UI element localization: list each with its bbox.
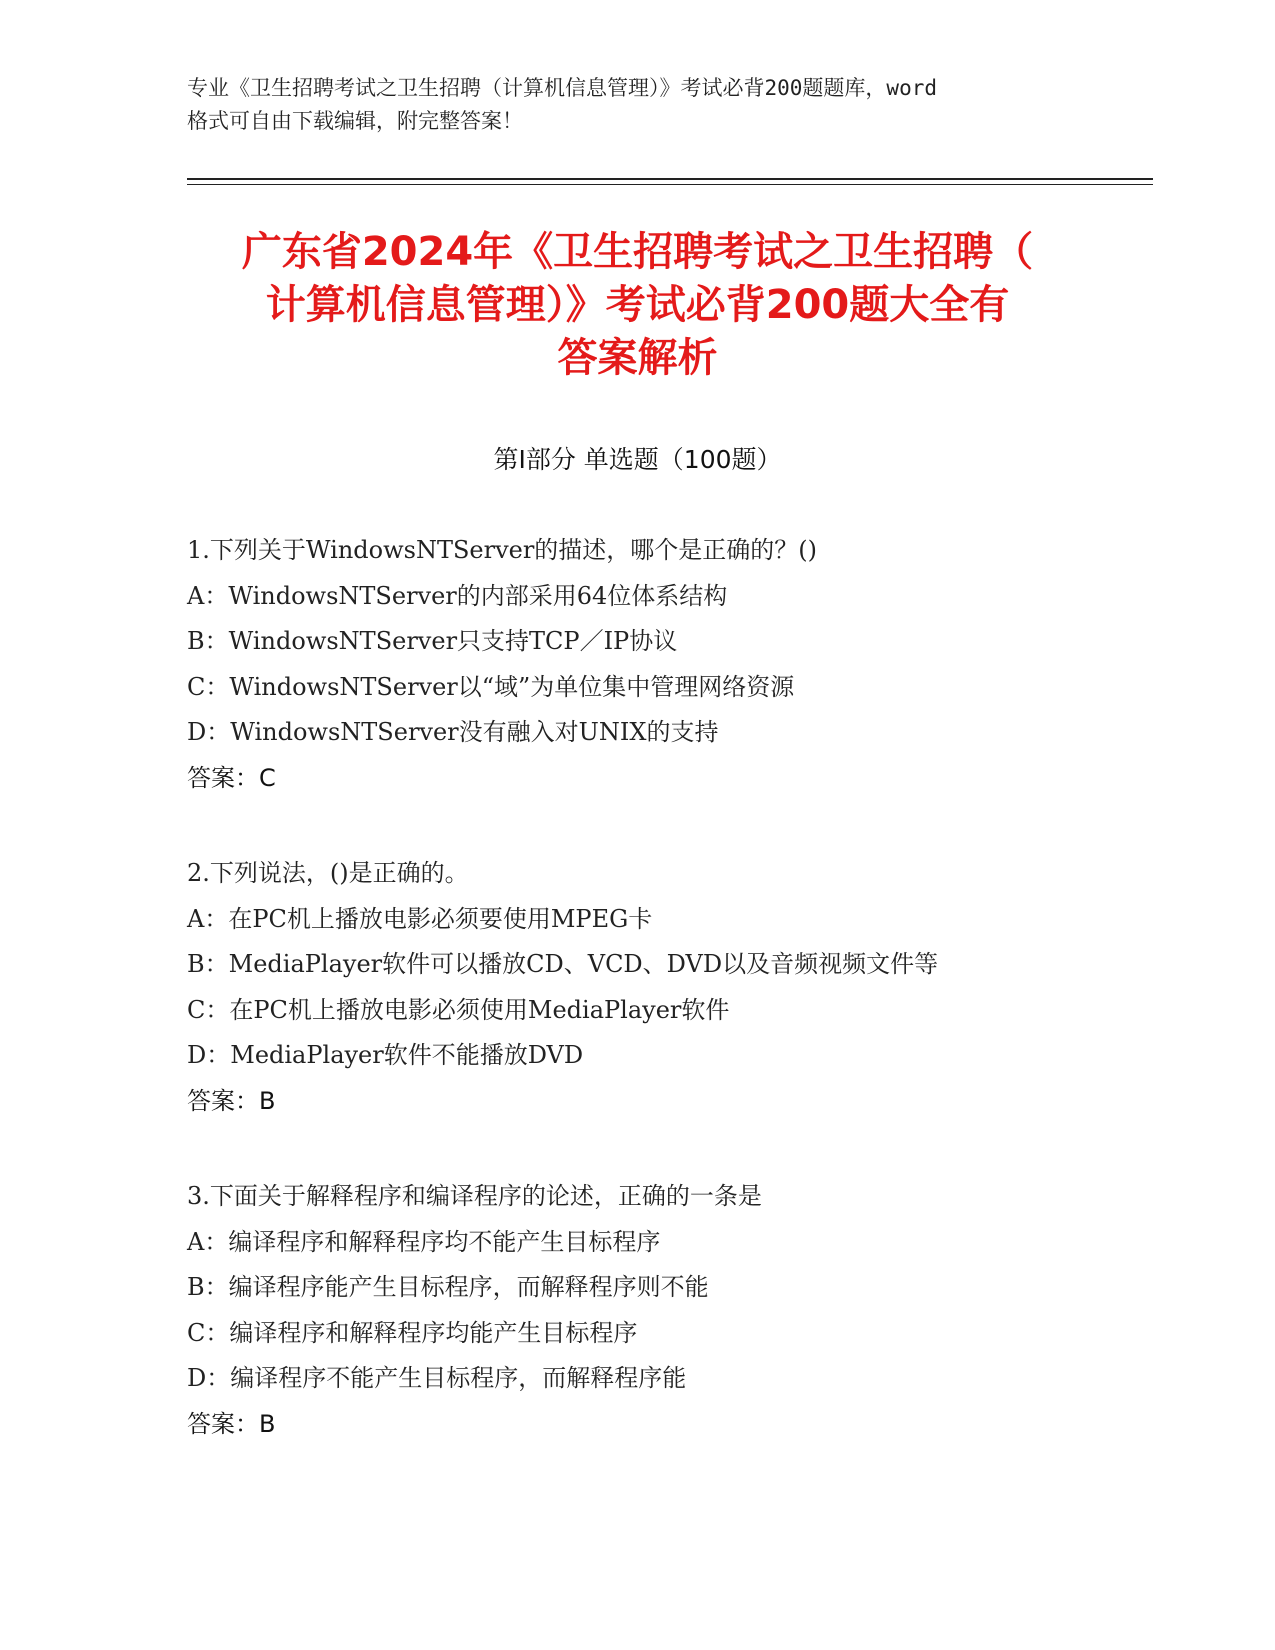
option-a: A：在PC机上播放电影必须要使用MPEG卡	[187, 904, 653, 933]
option-b: B：MediaPlayer软件可以播放CD、VCD、DVD以及音频视频文件等	[187, 950, 939, 978]
option-b: B：编译程序能产生目标程序，而解释程序则不能	[187, 1273, 709, 1301]
question-3	[187, 1174, 1147, 1447]
question-1	[187, 528, 1147, 801]
question-stem: 3.下面关于解释程序和编译程序的论述，正确的一条是	[187, 1182, 762, 1210]
answer-line: 答案：B	[187, 1409, 276, 1438]
option-c: C：在PC机上播放电影必须使用MediaPlayer软件	[187, 995, 730, 1024]
section-heading: 第Ⅰ部分 单选题（100题）	[493, 445, 782, 474]
title-line-2: 计算机信息管理）》考试必背200题大全有	[265, 282, 1010, 328]
header-divider-thick	[187, 178, 1153, 180]
option-a: A：WindowsNTServer的内部采用64位体系结构	[187, 581, 728, 610]
option-d: D：编译程序不能产生目标程序，而解释程序能	[187, 1364, 687, 1392]
option-b: B：WindowsNTServer只支持TCP／IP协议	[187, 627, 678, 655]
answer-line: 答案：C	[187, 763, 276, 792]
option-c: C：编译程序和解释程序均能产生目标程序	[187, 1318, 638, 1347]
title-line-3: 答案解析	[557, 335, 718, 381]
header-note	[187, 72, 1087, 138]
answer-line: 答案：B	[187, 1086, 276, 1115]
option-a: A：编译程序和解释程序均不能产生目标程序	[187, 1227, 661, 1256]
document-title	[150, 226, 1125, 385]
header-note-line-2: 格式可自由下载编辑，附完整答案！	[187, 109, 523, 133]
question-list	[187, 528, 1147, 1497]
title-line-1: 广东省2024年《卫生招聘考试之卫生招聘（	[241, 229, 1034, 275]
question-2	[187, 851, 1147, 1124]
option-d: D：MediaPlayer软件不能播放DVD	[187, 1041, 584, 1069]
option-d: D：WindowsNTServer没有融入对UNIX的支持	[187, 718, 719, 746]
question-stem: 1.下列关于WindowsNTServer的描述，哪个是正确的？()	[187, 536, 818, 564]
option-c: C：WindowsNTServer以“域”为单位集中管理网络资源	[187, 672, 795, 701]
header-note-line-1: 专业《卫生招聘考试之卫生招聘（计算机信息管理）》考试必背200题题库，word	[187, 76, 937, 100]
question-stem: 2.下列说法，()是正确的。	[187, 859, 469, 887]
header-divider-thin	[187, 184, 1153, 185]
